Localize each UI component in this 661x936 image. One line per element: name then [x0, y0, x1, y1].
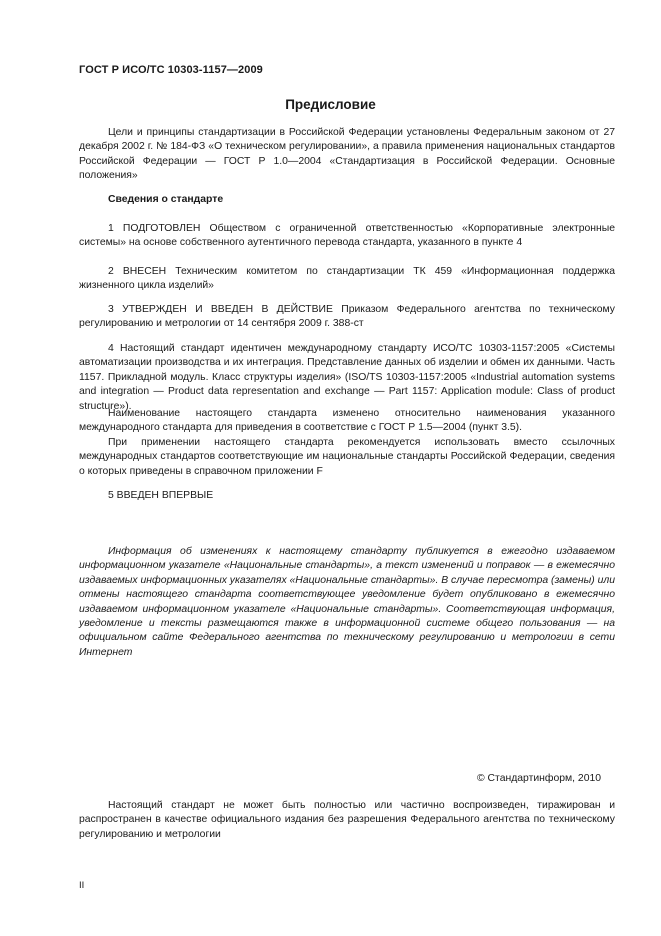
item-4-name-note: Наименование настоящего стандарта изменено относительно наименования указанного международного стандарта для приведения в соответствие с ГОСТ Р 1.5—2004 (пункт 3.5).: [79, 408, 615, 434]
item-5: 5 ВВЕДЕН ВПЕРВЫЕ: [108, 490, 214, 501]
item-2: 2 ВНЕСЕН Техническим комитетом по стандартизации ТК 459 «Информационная поддержка жизненного цикла изделий»: [79, 266, 615, 292]
document-header: ГОСТ Р ИСО/ТС 10303-1157—2009: [79, 64, 263, 76]
item-4-references-note: При применении настоящего стандарта рекомендуется использовать вместо ссылочных международных стандартов соответствующие им национальные стандарты Российской Федерации, сведения о которых приведены в справочном приложении F: [79, 437, 615, 477]
section-title: Сведения о стандарте: [108, 194, 224, 205]
page-number: II: [79, 880, 85, 891]
notice-paragraph: Информация об изменениях к настоящему стандарту публикуется в ежегодно издаваемом информационном указателе «Национальные стандарты», а текст изменений и поправок — в ежемесячно издаваемых информационных указателях «Национальные стандарты». В случае пересмотра (замены) или отмены настоящего стандарта соответствующее уведомление будет опубликовано в ежемесячно издаваемом информационном указателе «Национальные стандарты». Соответствующая информация, уведомление и тексты размещаются также в информационной системе общего пользования — на официальном сайте Федерального агентства по техническому регулированию и метрологии в сети Интернет: [79, 546, 615, 658]
page-title: Предисловие: [285, 97, 376, 112]
item-4: 4 Настоящий стандарт идентичен международному стандарту ИСО/ТС 10303-1157:2005 «Системы автоматизации производства и их интеграция. Представление данных об изделии и обмен их данными. Часть 1157. Прикладной модуль. Класс структуры изделия» (ISO/TS 10303-1157:2005 «Industrial automation systems and integration — Product data representation and exchange — Part 1157: Application module: Class of product structure»).: [79, 343, 615, 412]
footer-paragraph: Настоящий стандарт не может быть полностью или частично воспроизведен, тиражирован и распространен в качестве официального издания без разрешения Федерального агентства по техническому регулированию и метрологии: [79, 800, 615, 840]
item-3: 3 УТВЕРЖДЕН И ВВЕДЕН В ДЕЙСТВИЕ Приказом Федерального агентства по техническому регулированию и метрологии от 14 сентября 2009 г. 388-ст: [79, 304, 615, 330]
copyright-line: © Стандартинформ, 2010: [477, 773, 602, 784]
intro-paragraph: Цели и принципы стандартизации в Российской Федерации установлены Федеральным законом от 27 декабря 2002 г. № 184-ФЗ «О техническом регулировании», а правила применения национальных стандартов Российской Федерации — ГОСТ Р 1.0—2004 «Стандартизация в Российской Федерации. Основные положения»: [79, 127, 615, 182]
item-1: 1 ПОДГОТОВЛЕН Обществом с ограниченной ответственностью «Корпоративные электронные системы» на основе собственного аутентичного перевода стандарта, указанного в пункте 4: [79, 223, 615, 249]
